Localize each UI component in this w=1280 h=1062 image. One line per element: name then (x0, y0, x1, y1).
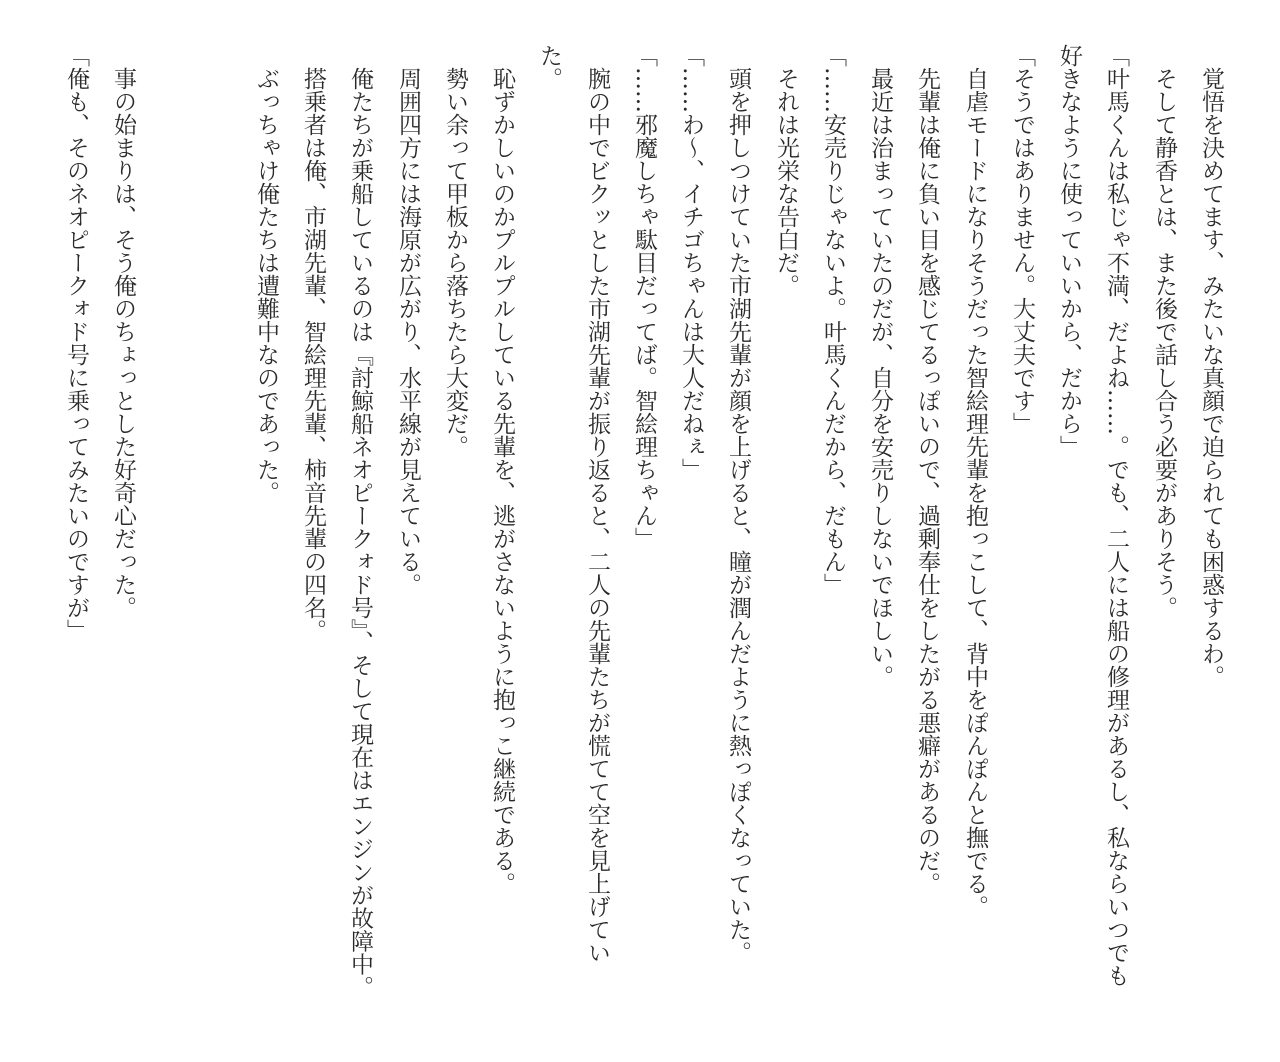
text-line: 「……わ～、イチゴちゃんは大人だねぇ」 (678, 44, 704, 481)
text-line: 好きなように使っていいから、だから」 (1056, 44, 1082, 458)
text-line: それは光栄な告白だ。 (773, 44, 799, 297)
text-line: ぶっちゃけ俺たちは遭難中なのであった。 (253, 44, 279, 504)
text-line: 勢い余って甲板から落ちたら大変だ。 (442, 44, 468, 458)
text-line: 恥ずかしいのかプルプルしている先輩を、逃がさないように抱っこ継続である。 (489, 44, 515, 895)
text-line: そして静香とは、また後で話し合う必要がありそう。 (1151, 44, 1177, 619)
text-line: 「叶馬くんは私じゃ不満、だよね……。でも、二人には船の修理があるし、私ならいつでも (1103, 44, 1129, 987)
text-line: 事の始まりは、そう俺のちょっとした好奇心だった。 (110, 44, 136, 619)
text-line: 自虐モードになりそうだった智絵理先輩を抱っこして、背中をぽんぽんと撫でる。 (962, 44, 988, 918)
text-line: 腕の中でビクッとした市湖先輩が振り返ると、二人の先輩たちが慌てて空を見上げてい (584, 44, 610, 964)
text-line: た。 (536, 44, 562, 90)
text-line: 頭を押しつけていた市湖先輩が顔を上げると、瞳が潤んだように熱っぽくなっていた。 (725, 44, 751, 964)
text-line: 「……安売りじゃないよ。叶馬くんだから、だもん」 (820, 44, 846, 596)
text-line: 周囲四方には海原が広がり、水平線が見えている。 (395, 44, 421, 596)
text-line: 俺たちが乗船しているのは『討鯨船ネオピークォド号』、そして現在はエンジンが故障中。 (347, 44, 373, 999)
text-line: 先輩は俺に負い目を感じてるっぽいので、過剰奉仕をしたがる悪癖があるのだ。 (914, 44, 940, 895)
text-line: 覚悟を決めてます、みたいな真顔で迫られても困惑するわ。 (1198, 44, 1224, 688)
text-line: 搭乗者は俺、市湖先輩、智絵理先輩、柿音先輩の四名。 (300, 44, 326, 642)
text-line: 「……邪魔しちゃ駄目だってば。智絵理ちゃん」 (631, 44, 657, 550)
text-line: 「俺も、そのネオピークォド号に乗ってみたいのですが」 (63, 44, 89, 642)
text-line: 「そうではありません。大丈夫です」 (1009, 44, 1035, 435)
text-line: 最近は治まっていたのだが、自分を安売りしないでほしい。 (867, 44, 893, 688)
